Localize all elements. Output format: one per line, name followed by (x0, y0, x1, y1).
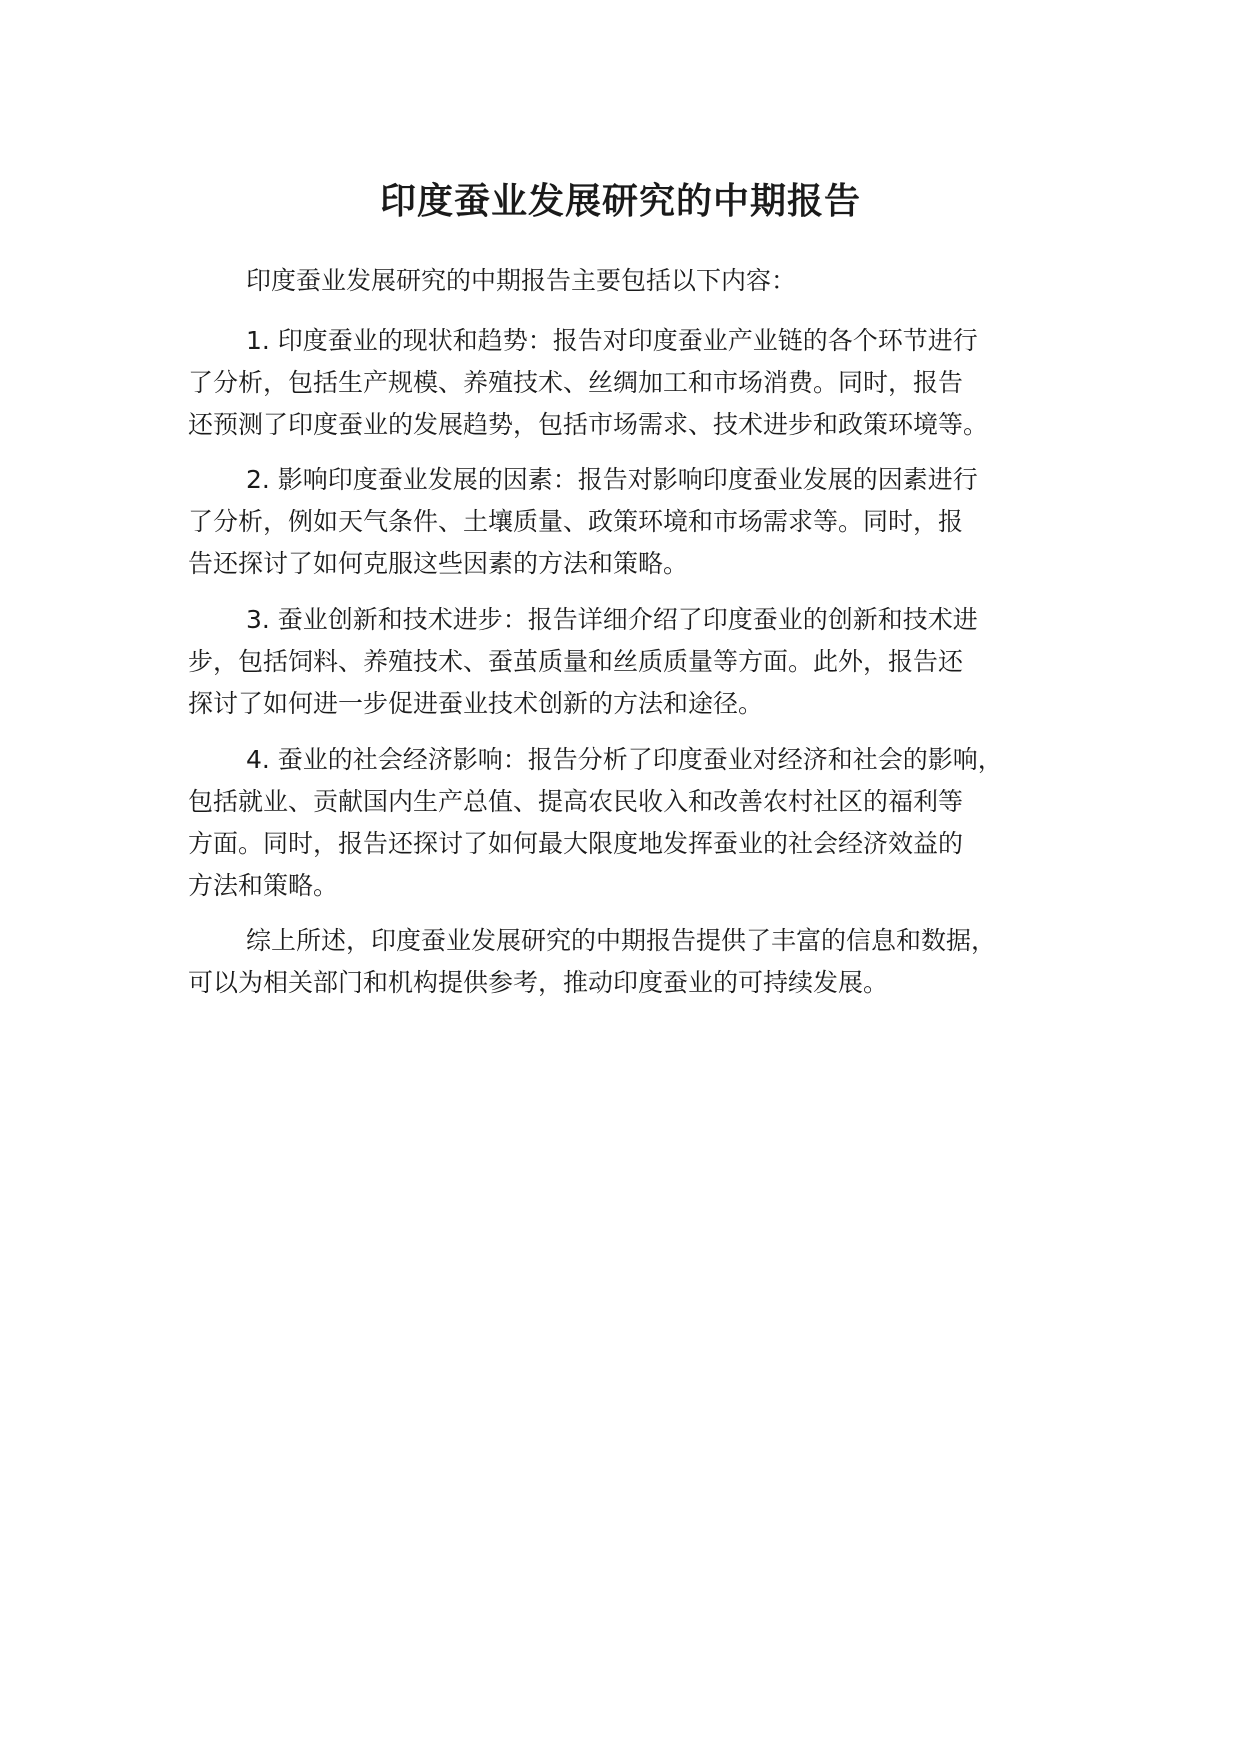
paragraph-line: 了分析，包括生产规模、养殖技术、丝绸加工和市场消费。同时，报告 (188, 368, 964, 397)
paragraph-line: 方法和策略。 (188, 871, 339, 900)
paragraph-line: 了分析，例如天气条件、土壤质量、政策环境和市场需求等。同时，报 (188, 507, 964, 536)
paragraph-line: 4. 蚕业的社会经济影响：报告分析了印度蚕业对经济和社会的影响， (246, 745, 1003, 774)
intro-paragraph: 印度蚕业发展研究的中期报告主要包括以下内容： (246, 266, 797, 295)
paragraph-line: 方面。同时，报告还探讨了如何最大限度地发挥蚕业的社会经济效益的 (188, 829, 964, 858)
page-title: 印度蚕业发展研究的中期报告 (379, 181, 861, 222)
paragraph-line: 探讨了如何进一步促进蚕业技术创新的方法和途径。 (188, 689, 764, 718)
paragraph-line: 综上所述，印度蚕业发展研究的中期报告提供了丰富的信息和数据， (246, 926, 997, 955)
paragraph-line: 包括就业、贡献国内生产总值、提高农民收入和改善农村社区的福利等 (188, 787, 964, 816)
paragraph-line: 可以为相关部门和机构提供参考，推动印度蚕业的可持续发展。 (188, 968, 889, 997)
paragraph-line: 还预测了印度蚕业的发展趋势，包括市场需求、技术进步和政策环境等。 (188, 410, 989, 439)
paragraph-line: 步，包括饲料、养殖技术、蚕茧质量和丝质质量等方面。此外，报告还 (188, 647, 964, 676)
paragraph-line: 3. 蚕业创新和技术进步：报告详细介绍了印度蚕业的创新和技术进 (246, 605, 978, 634)
paragraph-line: 2. 影响印度蚕业发展的因素：报告对影响印度蚕业发展的因素进行 (246, 465, 978, 494)
paragraph-line: 1. 印度蚕业的现状和趋势：报告对印度蚕业产业链的各个环节进行 (246, 326, 978, 355)
paragraph-line: 告还探讨了如何克服这些因素的方法和策略。 (188, 549, 689, 578)
